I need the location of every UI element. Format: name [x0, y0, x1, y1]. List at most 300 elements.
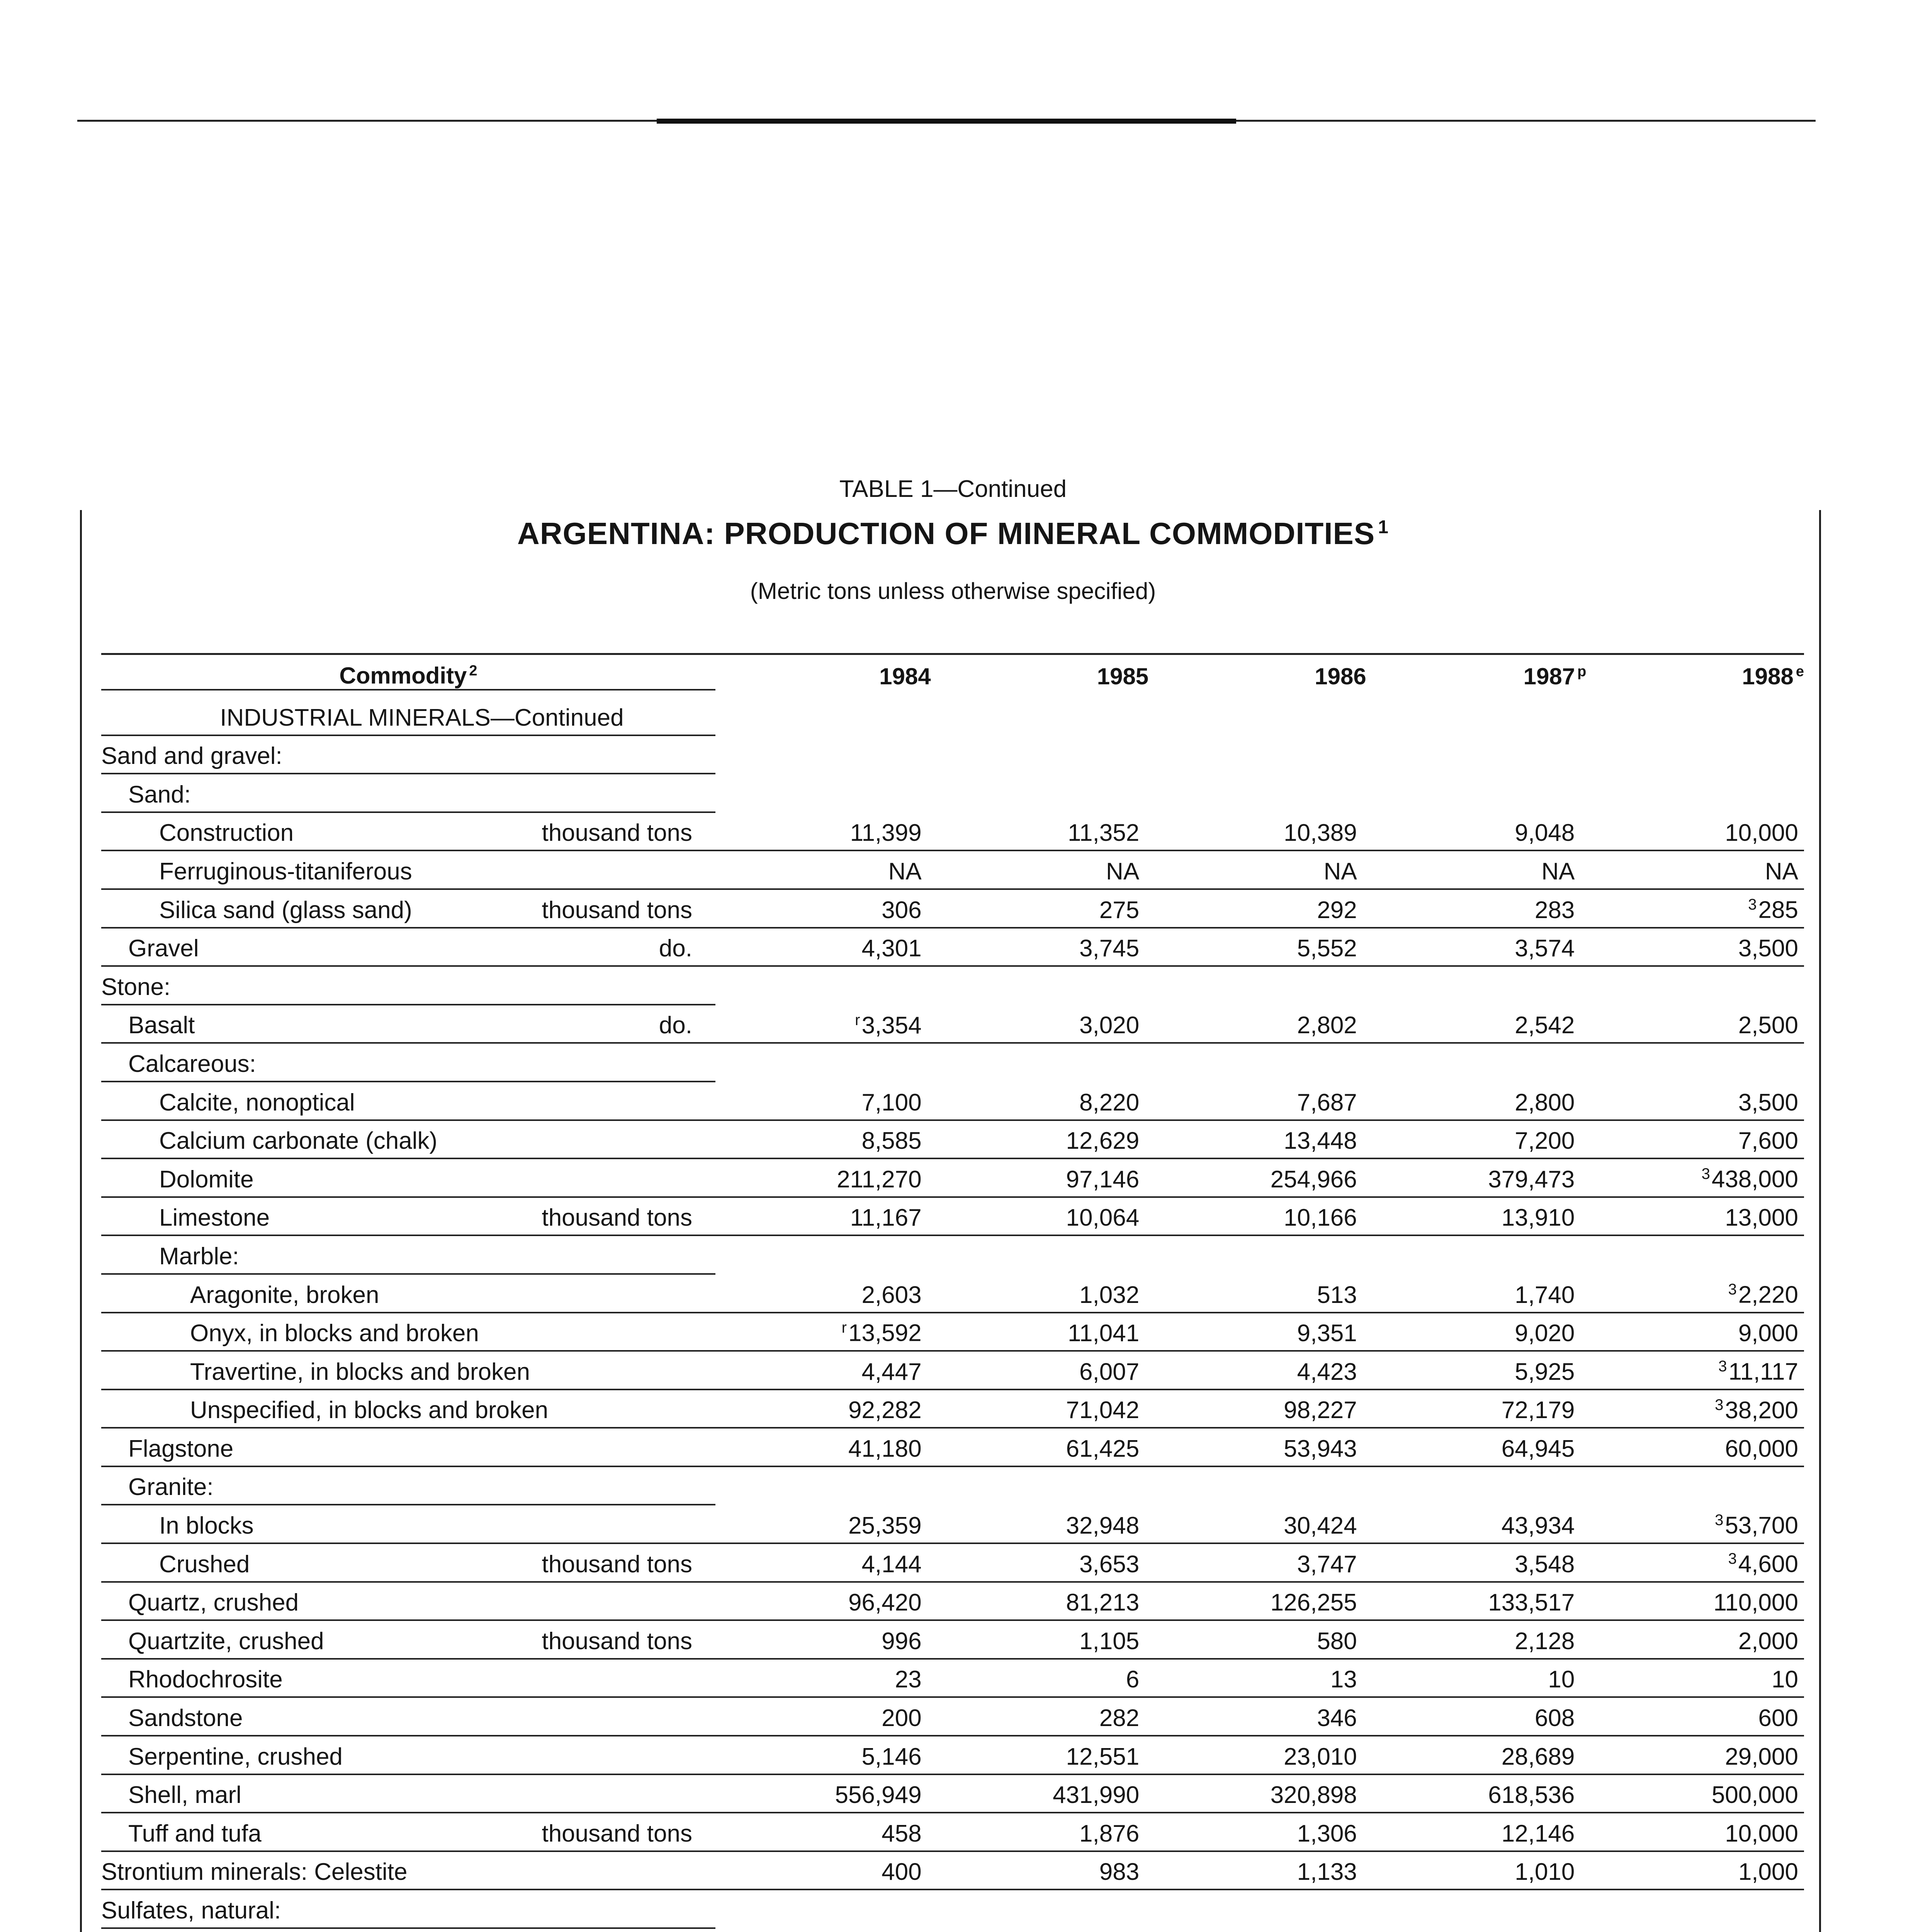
value-cell: [1151, 1198, 1369, 1236]
value-cell: [715, 1621, 933, 1660]
value: [1515, 1858, 1586, 1886]
value-cell: [933, 1852, 1151, 1891]
commodity-name: Calcite, nonoptical: [159, 1089, 355, 1116]
section-heading-row: [101, 774, 1804, 813]
commodity-cell: [101, 1313, 715, 1352]
value-text: 12,551: [1066, 1743, 1140, 1770]
value-cell: [1586, 1736, 1804, 1775]
value-text: 11,352: [1068, 820, 1140, 847]
column-header-commodity: [101, 662, 715, 690]
commodity-name: Onyx, in blocks and broken: [190, 1320, 479, 1347]
value: [1515, 1551, 1586, 1578]
value: [882, 1704, 933, 1732]
value-cell: [1369, 1236, 1587, 1275]
value-cell: [933, 1775, 1151, 1814]
value-cell: [715, 851, 933, 890]
value: [1515, 1628, 1586, 1655]
value: [1297, 1551, 1369, 1578]
value-text: 200: [882, 1705, 922, 1732]
value-text: 23,010: [1284, 1743, 1357, 1770]
value: [1738, 1089, 1804, 1116]
value-footnote-mark: 3: [1718, 1358, 1727, 1375]
commodity-name: INDUSTRIAL MINERALS—Continued: [220, 704, 624, 731]
commodity-cell: [101, 1736, 715, 1775]
commodity-name: Silica sand (glass sand): [159, 896, 412, 923]
value-cell: [1369, 1467, 1587, 1506]
value-cell: [1151, 1352, 1369, 1390]
commodity-name: Calcareous:: [128, 1050, 256, 1077]
value-text: 2,800: [1515, 1089, 1575, 1116]
value-cell: [1151, 1082, 1369, 1121]
section-heading-row: [101, 1236, 1804, 1275]
value-text: 983: [1099, 1859, 1140, 1886]
value-cell: [1586, 813, 1804, 852]
value-cell: [1151, 1929, 1369, 1932]
value-cell: [1369, 929, 1587, 967]
value-text: 11,117: [1728, 1358, 1798, 1385]
value-cell: [1586, 1698, 1804, 1736]
value-cell: [1586, 1813, 1804, 1852]
value-cell: [715, 1698, 933, 1736]
column-header-1985: [933, 663, 1151, 690]
value: [1718, 1358, 1804, 1386]
unit-label: do.: [659, 1012, 692, 1039]
value: [1317, 896, 1368, 924]
value-cell: [933, 929, 1151, 967]
production-table: [101, 653, 1804, 1932]
top-rule-accent: [657, 119, 1236, 124]
year-mark: e: [1796, 663, 1804, 680]
value-cell: [1151, 967, 1369, 1005]
value: [1728, 1281, 1804, 1309]
value: [1066, 1512, 1151, 1539]
column-header-1988: [1586, 663, 1804, 690]
value-cell: [1586, 1275, 1804, 1313]
value: [1738, 1127, 1804, 1155]
table-row: [101, 1698, 1804, 1736]
value-cell: [933, 1890, 1151, 1929]
commodity-cell: [101, 1121, 715, 1160]
value-cell: [1369, 774, 1587, 813]
value-cell: [1586, 1544, 1804, 1583]
value-text: NA: [1106, 858, 1140, 885]
value-text: 4,447: [861, 1358, 922, 1385]
value-text: 53,700: [1725, 1512, 1798, 1539]
commodity-name: Calcium carbonate (chalk): [159, 1128, 438, 1155]
value-cell: [1151, 1390, 1369, 1429]
value-cell: [1586, 1621, 1804, 1660]
value: [1725, 1435, 1804, 1463]
value-cell: [715, 1236, 933, 1275]
value: [1712, 1781, 1804, 1809]
value-text: 254,966: [1270, 1166, 1357, 1193]
value: [1317, 1281, 1368, 1309]
unit-label: thousand tons: [542, 896, 692, 923]
value-text: 438,000: [1711, 1166, 1798, 1193]
value-text: 12,146: [1501, 1820, 1575, 1847]
value-footnote-mark: 3: [1715, 1512, 1724, 1529]
value-cell: [1151, 1313, 1369, 1352]
value: [1725, 819, 1804, 847]
commodity-cell: [101, 1159, 715, 1198]
value-text: 60,000: [1725, 1435, 1798, 1462]
value-text: 600: [1758, 1705, 1798, 1732]
column-header-1984: [715, 663, 933, 690]
value-text: 1,010: [1515, 1859, 1575, 1886]
value-text: 3,574: [1515, 935, 1575, 962]
value: [1079, 1281, 1151, 1309]
value-text: 13,448: [1284, 1128, 1357, 1155]
value-text: 3,747: [1297, 1551, 1357, 1578]
value: [1068, 819, 1151, 847]
value-text: 3,500: [1738, 1089, 1798, 1116]
value-text: 43,934: [1501, 1512, 1575, 1539]
commodity-name: Quartz, crushed: [128, 1589, 299, 1616]
value: [1066, 1589, 1151, 1616]
value-cell: [715, 1736, 933, 1775]
value-text: 1,032: [1079, 1281, 1140, 1308]
value-cell: [1369, 1583, 1587, 1621]
value: [1297, 1358, 1369, 1386]
value-text: 292: [1317, 896, 1357, 923]
value: [1772, 1666, 1804, 1693]
table-row: [101, 1121, 1804, 1160]
commodity-cell: [101, 697, 715, 736]
value-cell: [1586, 736, 1804, 775]
value-cell: [1586, 851, 1804, 890]
value-cell: [933, 851, 1151, 890]
value-cell: [933, 1736, 1151, 1775]
value-text: 4,144: [861, 1551, 922, 1578]
value-cell: [933, 1121, 1151, 1160]
value-cell: [1586, 1429, 1804, 1467]
commodity-cell: [101, 851, 715, 890]
value: [861, 1743, 933, 1770]
table-row: [101, 1005, 1804, 1044]
unit-label: thousand tons: [542, 1628, 692, 1655]
value-cell: [1586, 1352, 1804, 1390]
value-cell: [1586, 1505, 1804, 1544]
value: [1099, 1704, 1151, 1732]
value-cell: [715, 1198, 933, 1236]
value: [1502, 1435, 1587, 1463]
value: [1066, 1127, 1151, 1155]
value-cell: [1151, 1275, 1369, 1313]
table-row: [101, 1352, 1804, 1390]
value: [1066, 1435, 1151, 1463]
commodity-cell: [101, 1813, 715, 1852]
commodity-cell: [101, 890, 715, 929]
value-text: 320,898: [1270, 1782, 1357, 1809]
value: [1330, 1666, 1369, 1693]
commodity-name: Tuff and tufa: [128, 1820, 262, 1847]
value-cell: [1369, 1544, 1587, 1583]
value-text: 2,128: [1515, 1628, 1575, 1655]
value-text: 10,064: [1066, 1204, 1140, 1231]
value: [1725, 1743, 1804, 1770]
value-text: 618,536: [1488, 1782, 1575, 1809]
value-text: 275: [1099, 896, 1140, 923]
table-row: [101, 1775, 1804, 1814]
value-cell: [715, 1929, 933, 1932]
section-heading-row: [101, 736, 1804, 775]
value-text: 97,146: [1066, 1166, 1140, 1193]
value-cell: [933, 1505, 1151, 1544]
value-text: 110,000: [1713, 1589, 1798, 1616]
table-row: [101, 1660, 1804, 1698]
commodity-cell: [101, 1583, 715, 1621]
value-text: 2,542: [1515, 1012, 1575, 1039]
value-cell: [933, 1005, 1151, 1044]
value-cell: [1586, 929, 1804, 967]
table-row: [101, 1198, 1804, 1236]
value-text: 580: [1317, 1628, 1357, 1655]
value-text: 11,167: [850, 1204, 922, 1231]
value-text: 6,007: [1079, 1358, 1140, 1385]
value-text: 608: [1534, 1705, 1575, 1732]
column-header-commodity-label: Commodity: [339, 662, 467, 689]
value-cell: [1369, 1698, 1587, 1736]
value-cell: [1369, 1121, 1587, 1160]
table-row: [101, 1390, 1804, 1429]
value: [1515, 1012, 1586, 1039]
commodity-name: Gravel: [128, 935, 199, 962]
commodity-name: Sand and gravel:: [101, 743, 282, 770]
value: [1126, 1666, 1151, 1693]
value: [1317, 1628, 1368, 1655]
value-text: 23: [895, 1666, 922, 1693]
value-cell: [1586, 890, 1804, 929]
table-row: [101, 813, 1804, 852]
value-cell: [1586, 1775, 1804, 1814]
commodity-cell: [101, 1005, 715, 1044]
value: [848, 1589, 933, 1616]
value-text: 9,000: [1738, 1320, 1798, 1347]
commodity-cell: [101, 1429, 715, 1467]
value: [1079, 1551, 1151, 1578]
value-cell: [1586, 774, 1804, 813]
section-heading-row: [101, 1044, 1804, 1082]
commodity-cell: [101, 1352, 715, 1390]
value: [1271, 1166, 1369, 1193]
value-cell: [1369, 1352, 1587, 1390]
value-text: 2,603: [861, 1281, 922, 1308]
value-cell: [933, 1467, 1151, 1506]
value: [1297, 1858, 1369, 1886]
value-text: 3,548: [1515, 1551, 1575, 1578]
value-text: NA: [1765, 858, 1798, 885]
value-cell: [1586, 1005, 1804, 1044]
value: [842, 1319, 933, 1347]
value-cell: [1151, 1621, 1369, 1660]
value-text: 4,423: [1297, 1358, 1357, 1385]
value-cell: [1369, 1159, 1587, 1198]
value-text: 3,745: [1079, 935, 1140, 962]
value-cell: [715, 1044, 933, 1082]
value-cell: [933, 1429, 1151, 1467]
table-title: [0, 516, 1906, 551]
value-cell: [1151, 736, 1369, 775]
value-text: 996: [882, 1628, 922, 1655]
value-text: 71,042: [1066, 1397, 1140, 1424]
value-cell: [715, 774, 933, 813]
table-row: [101, 1082, 1804, 1121]
commodity-cell: [101, 1775, 715, 1814]
commodity-name: Stone:: [101, 973, 171, 1000]
value-text: 41,180: [848, 1435, 922, 1462]
value: [861, 1281, 933, 1309]
value-cell: [1151, 1698, 1369, 1736]
title-footnote-mark: 1: [1378, 517, 1389, 538]
value-cell: [933, 1082, 1151, 1121]
value: [861, 1127, 933, 1155]
value: [1515, 819, 1586, 847]
table-row: [101, 1505, 1804, 1544]
value-cell: [1151, 1005, 1369, 1044]
commodity-cell: [101, 1467, 715, 1506]
value-text: 10,000: [1725, 820, 1798, 847]
value-text: 2,500: [1738, 1012, 1798, 1039]
value: [1079, 1820, 1151, 1847]
value-cell: [715, 1121, 933, 1160]
value-text: 10,389: [1284, 820, 1357, 847]
value: [882, 1628, 933, 1655]
value-cell: [1151, 851, 1369, 890]
value-text: 431,990: [1053, 1782, 1140, 1809]
value: [1488, 1589, 1586, 1616]
value-text: 211,270: [837, 1166, 922, 1193]
value-text: 6: [1126, 1666, 1140, 1693]
table-subtitle: (Metric tons unless otherwise specified): [750, 578, 1156, 604]
value: [1748, 896, 1804, 924]
value-text: 5,146: [861, 1743, 922, 1770]
value: [855, 1012, 933, 1039]
commodity-cell: [101, 1621, 715, 1660]
value-cell: [1151, 890, 1369, 929]
commodity-name: Strontium minerals: Celestite: [101, 1859, 408, 1886]
value-cell: [715, 967, 933, 1005]
value-cell: [1369, 1005, 1587, 1044]
value-text: 13,910: [1501, 1204, 1575, 1231]
value-cell: [1369, 1736, 1587, 1775]
value-text: 11,041: [1068, 1320, 1140, 1347]
table-row: [101, 851, 1804, 890]
value-cell: [1369, 851, 1587, 890]
value: [1068, 1320, 1151, 1347]
value: [1297, 1012, 1369, 1039]
value-text: 3,354: [861, 1012, 922, 1039]
value: [882, 896, 933, 924]
value-cell: [1586, 1929, 1804, 1932]
value-cell: [1586, 1121, 1804, 1160]
value: [1502, 1743, 1587, 1770]
value: [1541, 858, 1586, 885]
value-cell: [933, 736, 1151, 775]
value-text: 513: [1317, 1281, 1357, 1308]
value: [1099, 896, 1151, 924]
value-cell: [1151, 1852, 1369, 1891]
commodity-cell: [101, 1660, 715, 1698]
commodity-name: Dolomite: [159, 1166, 254, 1193]
value-cell: [1369, 967, 1587, 1005]
value-cell: [1586, 697, 1804, 736]
value-cell: [933, 1275, 1151, 1313]
value-cell: [715, 1275, 933, 1313]
value-text: 1,000: [1738, 1859, 1798, 1886]
value: [1297, 1320, 1369, 1347]
value: [895, 1666, 933, 1693]
value: [861, 1358, 933, 1386]
value-cell: [1586, 1313, 1804, 1352]
value-cell: [1151, 1467, 1369, 1506]
commodity-cell: [101, 813, 715, 852]
value-cell: [933, 1698, 1151, 1736]
year-label: 1985: [1097, 663, 1149, 689]
value: [882, 1820, 933, 1847]
year-label: 1987: [1523, 663, 1575, 689]
value: [1515, 1281, 1586, 1309]
value-text: NA: [1541, 858, 1575, 885]
value-cell: [1369, 1890, 1587, 1929]
value-cell: [1151, 929, 1369, 967]
value: [1713, 1589, 1804, 1616]
value-text: 53,943: [1284, 1435, 1357, 1462]
value-cell: [715, 1890, 933, 1929]
commodity-cell: [101, 1544, 715, 1583]
value-cell: [1151, 1159, 1369, 1198]
section-heading-row: [101, 967, 1804, 1005]
value: [1066, 1204, 1151, 1231]
value-cell: [933, 1583, 1151, 1621]
value: [1066, 1396, 1151, 1424]
value-footnote-mark: r: [855, 1011, 860, 1029]
commodity-name: Shell, marl: [128, 1782, 241, 1809]
value-text: 81,213: [1066, 1589, 1140, 1616]
commodity-cell: [101, 1082, 715, 1121]
value-text: 458: [882, 1820, 922, 1847]
value-cell: [1151, 1429, 1369, 1467]
value: [882, 1858, 933, 1886]
value-cell: [933, 890, 1151, 929]
value-text: 306: [882, 896, 922, 923]
value-cell: [1369, 1852, 1587, 1891]
column-header-1986: [1151, 663, 1369, 690]
table-row: [101, 1621, 1804, 1660]
value-text: 9,020: [1515, 1320, 1575, 1347]
value-text: 1,133: [1297, 1859, 1357, 1886]
value-text: 96,420: [848, 1589, 922, 1616]
value-cell: [1151, 1775, 1369, 1814]
table-row: [101, 1313, 1804, 1352]
section-heading-row: [101, 1467, 1804, 1506]
unit-label: do.: [659, 935, 692, 962]
value-text: 29,000: [1725, 1743, 1798, 1770]
value-cell: [715, 1159, 933, 1198]
value: [1099, 1858, 1151, 1886]
value-cell: [1369, 1660, 1587, 1698]
value-text: 5,925: [1515, 1358, 1575, 1385]
value: [1725, 1204, 1804, 1231]
value-cell: [715, 697, 933, 736]
value-text: 8,220: [1079, 1089, 1140, 1116]
value-cell: [715, 1467, 933, 1506]
value: [1502, 1204, 1587, 1231]
value-text: 285: [1758, 896, 1798, 923]
value-cell: [1369, 1198, 1587, 1236]
value-text: 283: [1534, 896, 1575, 923]
value-text: 64,945: [1501, 1435, 1575, 1462]
value-cell: [715, 890, 933, 929]
